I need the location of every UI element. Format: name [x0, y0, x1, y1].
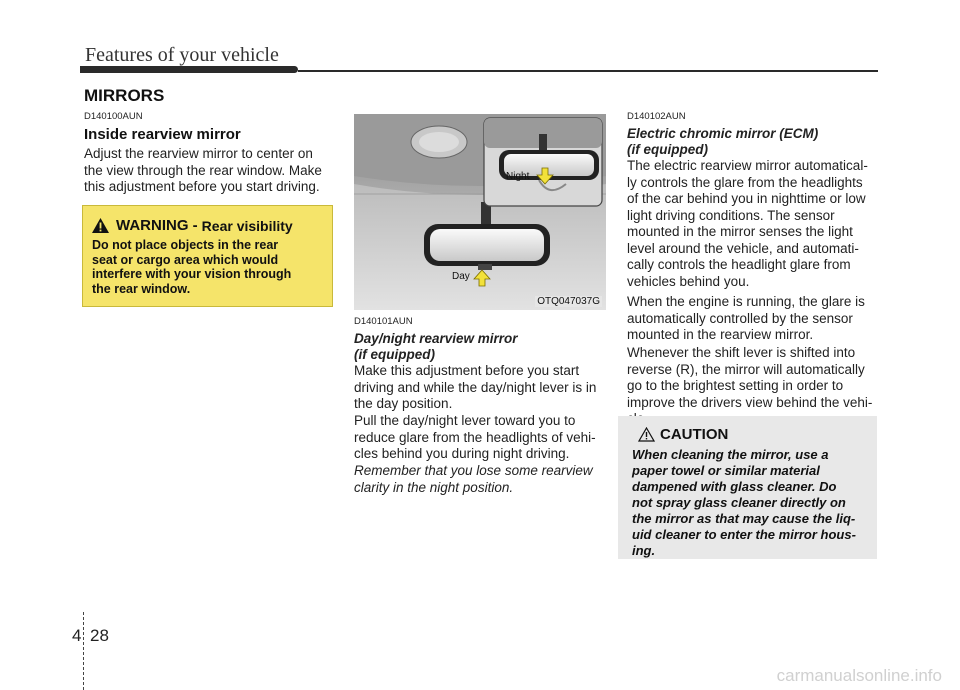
night-label: Night [506, 171, 530, 182]
chapter-number: 4 [72, 626, 82, 645]
text-line: When cleaning the mirror, use a [632, 447, 829, 462]
text-line: the day position. [354, 396, 453, 411]
text-line: this adjustment before you start driving. [84, 179, 320, 194]
text-line: Remember that you lose some rearview [354, 463, 593, 478]
paragraph [627, 158, 877, 290]
paragraph [84, 146, 334, 196]
text-line: driving and while the day/night lever is in [354, 379, 597, 395]
header-rule-bold [80, 66, 298, 73]
page-number: 28 [90, 626, 109, 645]
text-line: go to the brightest setting in order to [627, 378, 844, 393]
text-line: reduce glare from the headlights of vehi- [354, 429, 596, 445]
section-code: D140101AUN [354, 316, 413, 327]
text-line: Whenever the shift lever is shifted into [627, 345, 856, 360]
warning-text [92, 238, 324, 296]
text-line: cally controls the headlight glare from [627, 257, 851, 272]
text-line: the mirror as that may cause the liq- [632, 511, 856, 526]
caution-text [632, 447, 868, 559]
section-code: D140100AUN [84, 111, 143, 122]
header-rule-thin [298, 70, 878, 72]
paragraph [354, 363, 604, 413]
text-line: Adjust the rearview mirror to center on [84, 146, 313, 161]
rearview-mirror-photo [354, 114, 606, 310]
watermark: carmanualsonline.info [776, 666, 942, 685]
text-line: reverse (R), the mirror will automatically [627, 361, 865, 377]
text-line: light driving conditions. The sensor [627, 207, 835, 223]
text-line: When the engine is running, the glare is [627, 294, 865, 309]
text-line: level around the vehicle, and automati- [627, 240, 859, 256]
figure-code: OTQ047037G [537, 296, 600, 307]
text-line: mounted in the rearview mirror. [627, 327, 814, 342]
warning-header [91, 217, 293, 234]
text-line: paper towel or similar material [632, 463, 820, 478]
section-code: D140102AUN [627, 111, 686, 122]
warning-subtitle: Rear visibility [201, 217, 293, 234]
heading-line: (if equipped) [354, 347, 435, 362]
warning-triangle-icon [91, 217, 110, 234]
caution-title: CAUTION [660, 426, 729, 443]
footer-divider [83, 612, 85, 690]
text-line: improve the drivers view behind the vehi- [627, 394, 873, 410]
heading-line: (if equipped) [627, 142, 708, 157]
text-line: Pull the day/night lever toward you to [354, 413, 576, 428]
running-header: Features of your vehicle [85, 44, 279, 66]
subsection-heading: Inside rearview mirror [84, 126, 241, 143]
text-line: of the car behind you in nighttime or low [627, 191, 866, 206]
text-line: vehicles behind you. [627, 273, 750, 289]
caution-triangle-icon [638, 427, 655, 442]
text-line: ing. [632, 543, 656, 558]
caution-box [618, 416, 877, 559]
text-line: interfere with your vision through [92, 267, 292, 281]
heading-line: Electric chromic mirror (ECM) [627, 126, 819, 141]
text-line: dampened with glass cleaner. Do [632, 479, 837, 494]
text-line: mounted in the mirror senses the light [627, 224, 853, 239]
paragraph [627, 294, 877, 344]
text-line: seat or cargo area which would [92, 252, 279, 267]
paragraph-note [354, 463, 604, 496]
paragraph [354, 413, 604, 463]
subsection-heading [354, 331, 518, 363]
warning-box [82, 205, 333, 307]
heading-line: Day/night rearview mirror [354, 331, 518, 346]
warning-title: WARNING - [116, 217, 198, 234]
caution-header [638, 426, 728, 443]
text-line: Make this adjustment before you start [354, 363, 580, 378]
text-line: clarity in the night position. [354, 479, 514, 495]
text-line: The electric rearview mirror automatical- [627, 158, 868, 173]
mirror-illustration [354, 114, 606, 310]
text-line: the rear window. [92, 281, 191, 296]
text-line: uid cleaner to enter the mirror hous- [632, 527, 856, 542]
section-title: MIRRORS [84, 86, 165, 105]
text-line: not spray glass cleaner directly on [632, 495, 846, 510]
text-line: ly controls the glare from the headlights [627, 174, 863, 190]
day-label: Day [452, 271, 470, 282]
text-line: Do not place objects in the rear [92, 238, 279, 252]
subsection-heading [627, 126, 818, 158]
text-line: automatically controlled by the sensor [627, 310, 853, 326]
text-line: the view through the rear window. Make [84, 162, 322, 178]
text-line: cles behind you during night driving. [354, 446, 570, 461]
